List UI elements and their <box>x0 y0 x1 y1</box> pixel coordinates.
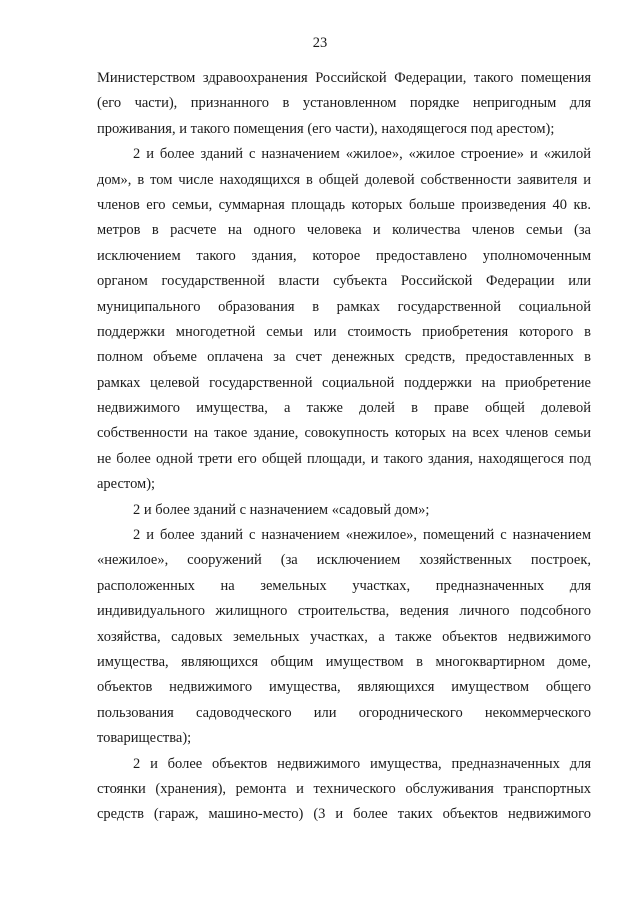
text-line: расположенных на земельных участках, предназначенных для <box>97 577 591 594</box>
text-line: средств (гараж, машино-место) (3 и более таких объектов недвижимого <box>97 806 591 823</box>
paragraph-first-line: 2 и более объектов недвижимого имущества, предназначенных для <box>133 755 591 772</box>
text-line: (его части), признанного в установленном порядке непригодным для <box>97 95 591 112</box>
paragraph-first-line: 2 и более зданий с назначением «жилое», «жилое строение» и «жилой <box>133 146 591 163</box>
text-line: товарищества); <box>97 730 192 747</box>
text-line: полном объеме оплачена за счет денежных средств, предоставленных в <box>97 349 591 366</box>
text-line: Министерством здравоохранения Российской Федерации, такого помещения <box>97 70 591 86</box>
text-line: пользования садоводческого или огороднического некоммерческого <box>97 704 591 721</box>
text-line: поддержки многодетной семьи или стоимость приобретения которого в <box>97 323 591 340</box>
text-line: муниципального образования в рамках государственной социальной <box>97 298 591 315</box>
page-number: 23 <box>312 35 328 51</box>
text-line: недвижимого имущества, а также долей в праве общей долевой <box>97 400 591 417</box>
paragraph-first-line: 2 и более зданий с назначением «нежилое», помещений с назначением <box>133 527 591 544</box>
text-line: индивидуального жилищного строительства, ведения личного подсобного <box>97 603 591 620</box>
text-line: членов его семьи, суммарная площадь которых больше произведения 40 кв. <box>97 196 591 213</box>
paragraph-first-line: 2 и более зданий с назначением «садовый дом»; <box>133 501 430 518</box>
text-line: стоянки (хранения), ремонта и технического обслуживания транспортных <box>97 780 591 797</box>
text-line: дом», в том числе находящихся в общей долевой собственности заявителя и <box>97 171 591 188</box>
text-line: исключением такого здания, которое предоставлено уполномоченным <box>97 247 591 264</box>
text-line: не более одной трети его общей площади, и такого здания, находящегося под <box>97 450 591 467</box>
document-body <box>97 66 591 828</box>
text-line: «нежилое», сооружений (за исключением хозяйственных построек, <box>97 552 591 569</box>
text-line: собственности на такое здание, совокупность которых на всех членов семьи <box>97 425 591 442</box>
text-line: органом государственной власти субъекта Российской Федерации или <box>97 273 591 290</box>
text-line: метров в расчете на одного человека и количества членов семьи (за <box>97 222 591 239</box>
text-line: объектов недвижимого имущества, являющихся имуществом общего <box>97 679 591 696</box>
text-line: рамках целевой государственной социальной поддержки на приобретение <box>97 374 591 391</box>
text-line: арестом); <box>97 476 156 493</box>
text-line: проживания, и такого помещения (его части), находящегося под арестом); <box>97 120 555 137</box>
text-line: хозяйства, садовых земельных участках, а также объектов недвижимого <box>97 628 591 645</box>
text-line: имущества, являющихся общим имуществом в многоквартирном доме, <box>97 653 591 670</box>
